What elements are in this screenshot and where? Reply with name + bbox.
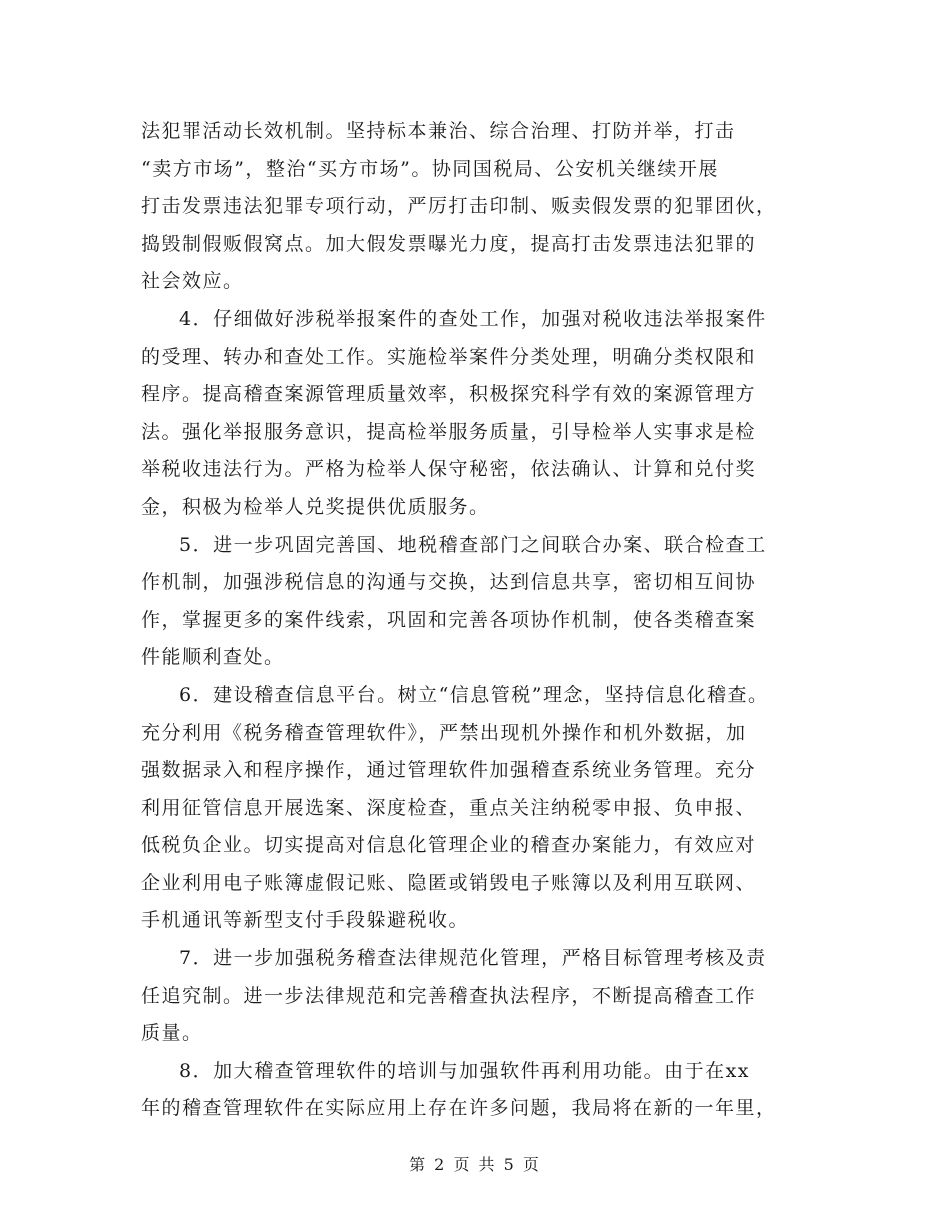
text-line: 低税负企业。切实提高对信息化管理企业的稽查办案能力，有效应对 — [141, 834, 757, 857]
text-line: 4．仔细做好涉税举报案件的查处工作，加强对税收违法举报案件 — [179, 307, 767, 330]
text-line: 6．建设稽查信息平台。树立“信息管税”理念，坚持信息化稽查。 — [179, 683, 769, 706]
text-line: 任追究制。进一步法律规范和完善稽查执法程序，不断提高稽查工作 — [141, 984, 757, 1007]
text-line: 5．进一步巩固完善国、地税稽查部门之间联合办案、联合检查工 — [179, 533, 767, 556]
text-line: 件能顺利查处。 — [141, 646, 285, 669]
text-line: 质量。 — [141, 1022, 203, 1045]
text-line: 企业利用电子账簿虚假记账、隐匿或销毁电子账簿以及利用互联网、 — [141, 871, 757, 894]
text-line: 年的稽查管理软件在实际应用上存在许多问题，我局将在新的一年里， — [141, 1097, 777, 1120]
text-line: 举税收违法行为。严格为检举人保守秘密，依法确认、计算和兑付奖 — [141, 458, 757, 481]
text-line: 金，积极为检举人兑奖提供优质服务。 — [141, 495, 490, 518]
text-line: 打击发票违法犯罪专项行动，严厉打击印制、贩卖假发票的犯罪团伙， — [141, 195, 777, 218]
text-line: 社会效应。 — [141, 270, 244, 293]
text-line: 强数据录入和程序操作，通过管理软件加强稽查系统业务管理。充分 — [141, 759, 757, 782]
text-line: 程序。提高稽查案源管理质量效率，积极探究科学有效的案源管理方 — [141, 383, 757, 406]
text-line: 充分利用《税务稽查管理软件》，严禁出现机外操作和机外数据，加 — [141, 721, 747, 744]
text-line: 捣毁制假贩假窝点。加大假发票曝光力度，提高打击发票违法犯罪的 — [141, 232, 757, 255]
body-text — [141, 113, 821, 1128]
text-line: 法犯罪活动长效机制。坚持标本兼治、综合治理、打防并举，打击 — [141, 120, 736, 142]
text-line: 的受理、转办和查处工作。实施检举案件分类处理，明确分类权限和 — [141, 345, 757, 368]
text-line: 8．加大稽查管理软件的培训与加强软件再利用功能。由于在xx — [179, 1059, 751, 1082]
text-line: 7．进一步加强税务稽查法律规范化管理，严格目标管理考核及责 — [179, 947, 767, 970]
page-footer: 第 2 页 共 5 页 — [409, 1155, 541, 1174]
text-line: 作机制，加强涉税信息的沟通与交换，达到信息共享，密切相互间协 — [141, 571, 757, 594]
text-line: “卖方市场”，整治“买方市场”。协同国税局、公安机关继续开展 — [141, 157, 719, 180]
text-line: 利用征管信息开展选案、深度检查，重点关注纳税零申报、负申报、 — [141, 796, 757, 819]
text-line: 法。强化举报服务意识，提高检举服务质量，引导检举人实事求是检 — [141, 420, 757, 443]
text-line: 作，掌握更多的案件线索，巩固和完善各项协作机制，使各类稽查案 — [141, 608, 757, 631]
text-line: 手机通讯等新型支付手段躲避税收。 — [141, 909, 470, 932]
